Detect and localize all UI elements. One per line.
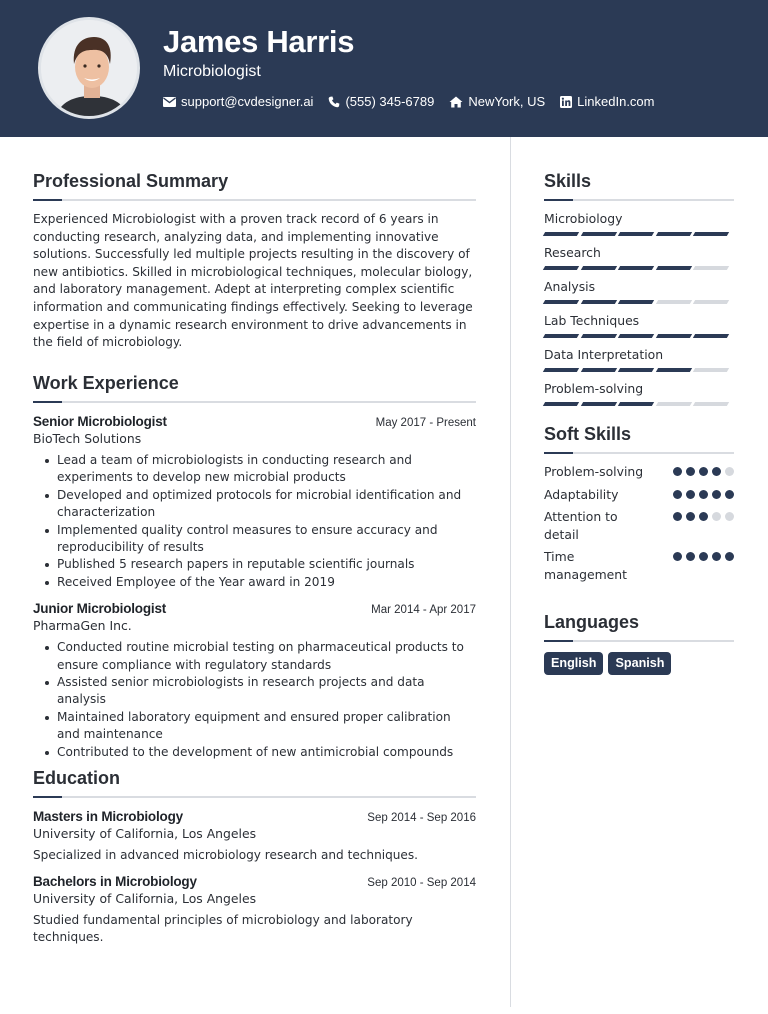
soft-skill-item xyxy=(544,486,734,504)
rating-bar xyxy=(655,402,691,406)
skill-rating-bars xyxy=(544,368,734,372)
rating-bar xyxy=(693,402,729,406)
section-rule xyxy=(33,796,476,798)
rating-bar xyxy=(655,300,691,304)
contact-linkedin[interactable] xyxy=(560,94,654,109)
rating-dot xyxy=(673,490,682,499)
job-date: Mar 2014 - Apr 2017 xyxy=(371,604,476,617)
rating-dot xyxy=(699,490,708,499)
contact-linkedin-text: LinkedIn.com xyxy=(577,94,655,109)
soft-skill-rating-dots xyxy=(669,490,734,504)
summary-section xyxy=(33,171,476,352)
list-item: Developed and optimized protocols for microbial identification and characterization xyxy=(45,487,476,522)
rating-bar xyxy=(655,368,691,372)
experience-section xyxy=(33,373,476,761)
soft-skill-rating-dots xyxy=(669,467,734,481)
rating-bar xyxy=(543,232,579,236)
degree-title: Bachelors in Microbiology xyxy=(33,873,197,889)
soft-skills-section xyxy=(544,424,734,589)
soft-skill-item xyxy=(544,548,734,583)
rating-bar xyxy=(693,232,729,236)
column-divider xyxy=(510,137,511,1007)
list-item: Assisted senior microbiologists in research projects and data analysis xyxy=(45,674,476,709)
section-rule xyxy=(33,401,476,403)
skill-rating-bars xyxy=(544,300,734,304)
list-item: Implemented quality control measures to ensure accuracy and reproducibility of results xyxy=(45,522,476,557)
rating-bar xyxy=(618,232,654,236)
rating-bar xyxy=(618,266,654,270)
skill-item xyxy=(544,245,734,270)
rating-dot xyxy=(699,552,708,561)
envelope-icon xyxy=(163,97,176,107)
rating-dot xyxy=(686,490,695,499)
soft-skill-name: Attention to detail xyxy=(544,509,618,542)
soft-skill-name: Problem-solving xyxy=(544,464,644,479)
rating-bar xyxy=(618,300,654,304)
rating-bar xyxy=(580,402,616,406)
list-item: Received Employee of the Year award in 2019 xyxy=(45,574,476,591)
skill-item xyxy=(544,279,734,304)
rating-dot xyxy=(712,490,721,499)
section-rule xyxy=(544,452,734,454)
skill-name: Data Interpretation xyxy=(544,347,664,362)
soft-skill-item xyxy=(544,463,734,481)
rating-bar xyxy=(693,368,729,372)
rating-dot xyxy=(686,467,695,476)
skills-section xyxy=(544,171,734,415)
soft-skill-name: Time management xyxy=(544,549,628,582)
rating-bar xyxy=(543,300,579,304)
rating-bar xyxy=(693,300,729,304)
section-title: Professional Summary xyxy=(33,171,229,191)
education-date: Sep 2014 - Sep 2016 xyxy=(367,812,476,824)
soft-skill-name: Adaptability xyxy=(544,486,619,502)
rating-bar xyxy=(543,368,579,372)
candidate-role: Microbiologist xyxy=(163,63,261,80)
list-item: Lead a team of microbiologists in conducting research and experiments to develop new microbial products xyxy=(45,452,476,487)
section-title: Soft Skills xyxy=(544,424,632,444)
rating-dot xyxy=(686,512,695,521)
contact-location-text: NewYork, US xyxy=(468,94,546,109)
degree-title: Masters in Microbiology xyxy=(33,809,183,824)
rating-bar xyxy=(655,266,691,270)
section-rule xyxy=(33,199,476,201)
skill-item xyxy=(544,381,734,406)
skill-name: Problem-solving xyxy=(544,381,644,396)
rating-dot xyxy=(673,467,682,476)
list-item: Published 5 research papers in reputable scientific journals xyxy=(45,556,476,573)
list-item: Conducted routine microbial testing on pharmaceutical products to ensure compliance with regulatory standards xyxy=(45,639,476,674)
section-title: Education xyxy=(33,768,121,788)
rating-dot xyxy=(673,512,682,521)
rating-bar xyxy=(580,232,616,236)
linkedin-icon xyxy=(560,96,572,108)
contact-list xyxy=(163,94,670,109)
list-item: Maintained laboratory equipment and ensured proper calibration and maintenance xyxy=(45,709,476,744)
contact-email[interactable] xyxy=(163,94,313,109)
skill-rating-bars xyxy=(544,266,734,270)
list-item: Contributed to the development of new antimicrobial compounds xyxy=(45,744,476,761)
profile-photo xyxy=(38,17,140,119)
education-description: Specialized in advanced microbiology research and techniques. xyxy=(33,848,419,862)
home-icon xyxy=(449,96,463,108)
rating-dot xyxy=(725,490,734,499)
skill-rating-bars xyxy=(544,232,734,236)
resume-header xyxy=(0,0,768,137)
rating-dot xyxy=(699,467,708,476)
language-list xyxy=(544,652,734,675)
education-date: Sep 2010 - Sep 2014 xyxy=(367,876,476,889)
skills-list xyxy=(544,211,734,406)
soft-skill-rating-dots xyxy=(669,512,734,543)
job-entry xyxy=(33,414,476,591)
rating-bar xyxy=(543,402,579,406)
skill-item xyxy=(544,347,734,372)
section-rule xyxy=(544,199,734,201)
job-title: Junior Microbiologist xyxy=(33,601,167,617)
candidate-name: James Harris xyxy=(163,24,355,59)
language-badge: English xyxy=(544,652,603,675)
skill-rating-bars xyxy=(544,334,734,338)
rating-dot xyxy=(712,552,721,561)
skill-item xyxy=(544,211,734,236)
company-name: BioTech Solutions xyxy=(33,431,142,446)
education-description: Studied fundamental principles of microbiology and laboratory techniques. xyxy=(33,912,413,945)
job-bullets xyxy=(45,639,476,761)
rating-dot xyxy=(686,552,695,561)
contact-phone-text: (555) 345-6789 xyxy=(345,94,435,109)
language-badge: Spanish xyxy=(608,652,671,675)
skill-name: Research xyxy=(544,245,601,260)
contact-phone[interactable] xyxy=(328,94,434,109)
rating-dot xyxy=(712,467,721,476)
skill-name: Lab Techniques xyxy=(544,313,640,328)
rating-bar xyxy=(655,334,691,338)
contact-email-text: support@cvdesigner.ai xyxy=(181,94,314,109)
job-entry xyxy=(33,601,476,761)
soft-skills-list xyxy=(544,463,734,584)
education-section xyxy=(33,768,476,947)
education-entry xyxy=(33,809,476,865)
rating-bar xyxy=(618,368,654,372)
rating-bar xyxy=(543,334,579,338)
contact-location xyxy=(449,94,545,109)
education-entry xyxy=(33,874,476,947)
job-title: Senior Microbiologist xyxy=(33,414,167,429)
skill-name: Analysis xyxy=(544,279,596,294)
skill-name: Microbiology xyxy=(544,211,623,226)
rating-dot xyxy=(725,512,734,521)
rating-bar xyxy=(580,334,616,338)
rating-bar xyxy=(618,334,654,338)
school-name: University of California, Los Angeles xyxy=(33,826,257,841)
rating-bar xyxy=(580,368,616,372)
rating-dot xyxy=(673,552,682,561)
job-date: May 2017 - Present xyxy=(375,417,476,429)
soft-skill-rating-dots xyxy=(669,552,734,583)
school-name: University of California, Los Angeles xyxy=(33,890,257,906)
section-title: Languages xyxy=(544,612,640,632)
section-title: Work Experience xyxy=(33,373,179,393)
summary-text: Experienced Microbiologist with a proven track record of 6 years in conducting research, analyzing data, and implementing innovative solutions. Successfully led multiple projects resulting in the discovery of new antibiotics. Skilled in microbiological techniques, molecular biology, and laboratory management. Adept at interpreting complex scientific information and communicating findings effectively. Seeking to leverage expertise in a dynamic research environment to drive advancements in the field of microbiology. xyxy=(33,212,473,350)
skill-item xyxy=(544,313,734,338)
rating-bar xyxy=(543,266,579,270)
rating-dot xyxy=(712,512,721,521)
phone-icon xyxy=(328,96,340,108)
section-title: Skills xyxy=(544,171,592,191)
rating-bar xyxy=(655,232,691,236)
rating-dot xyxy=(699,512,708,521)
rating-bar xyxy=(580,266,616,270)
skill-rating-bars xyxy=(544,402,734,406)
soft-skill-item xyxy=(544,508,734,543)
job-bullets xyxy=(45,452,476,591)
rating-bar xyxy=(693,266,729,270)
rating-bar xyxy=(580,300,616,304)
section-rule xyxy=(544,640,734,642)
rating-dot xyxy=(725,552,734,561)
rating-dot xyxy=(725,467,734,476)
rating-bar xyxy=(618,402,654,406)
company-name: PharmaGen Inc. xyxy=(33,618,132,634)
languages-section xyxy=(544,612,734,675)
rating-bar xyxy=(693,334,729,338)
